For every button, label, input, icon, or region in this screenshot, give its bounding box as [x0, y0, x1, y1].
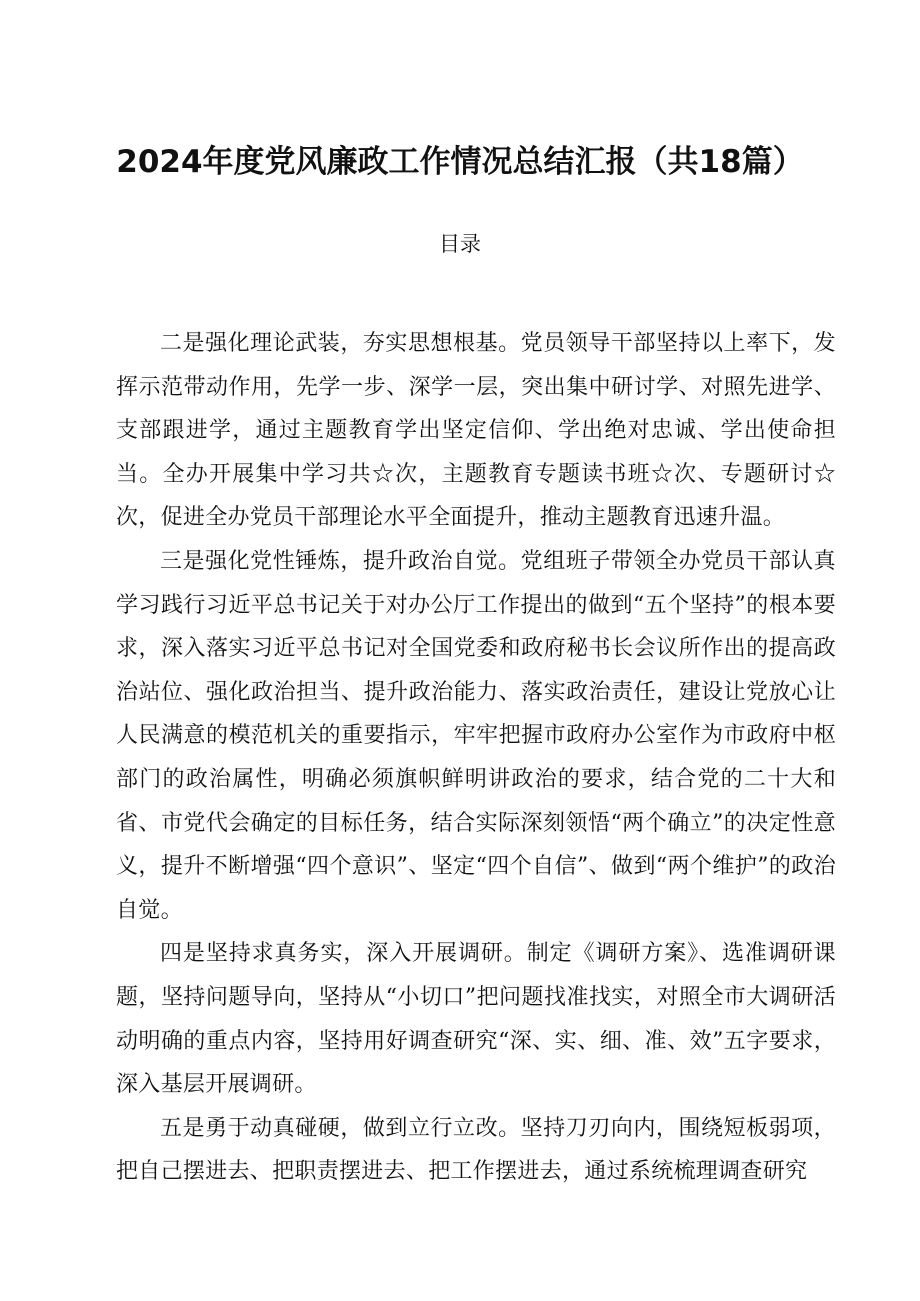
paragraph-2: 二是强化理论武装，夯实思想根基。党员领导干部坚持以上率下，发挥示范带动作用，先学一步、深学一层，突出集中研讨学、对照先进学、支部跟进学，通过主题教育学出坚定信仰、学出绝对忠诚、学出使命担当。全办开展集中学习共☆次，主题教育专题读书班☆次、专题研讨☆次，促进全办党员干部理论水平全面提升，推动主题教育迅速升温。	[116, 331, 836, 531]
paragraph-4: 四是坚持求真务实，深入开展调研。制定《调研方案》、选准调研课题，坚持问题导向，坚持从“小切口”把问题找准找实，对照全市大调研活动明确的重点内容，坚持用好调查研究“深、实、细、准、效”五字要求，深入基层开展调研。	[116, 941, 836, 1098]
paragraph-3: 三是强化党性锤炼，提升政治自觉。党组班子带领全办党员干部认真学习践行习近平总书记关于对办公厅工作提出的做到“五个坚持”的根本要求，深入落实习近平总书记对全国党委和政府秘书长会议所作出的提高政治站位、强化政治担当、提升政治能力、落实政治责任，建设让党放心让人民满意的模范机关的重要指示，牢牢把握市政府办公室作为市政府中枢部门的政治属性，明确必须旗帜鲜明讲政治的要求，结合党的二十大和省、市党代会确定的目标任务，结合实际深刻领悟“两个确立”的决定性意义，提升不断增强“四个意识”、坚定“四个自信”、做到“两个维护”的政治自觉。	[116, 548, 836, 923]
paragraph-5: 五是勇于动真碰硬，做到立行立改。坚持刀刃向内，围绕短板弱项，把自己摆进去、把职责摆进去、把工作摆进去，通过系统梳理调查研究	[116, 1115, 836, 1185]
document-title: 2024年度党风廉政工作情况总结汇报（共18篇）	[116, 144, 804, 180]
body-text	[116, 322, 836, 1194]
toc-heading: 目录	[439, 232, 481, 256]
